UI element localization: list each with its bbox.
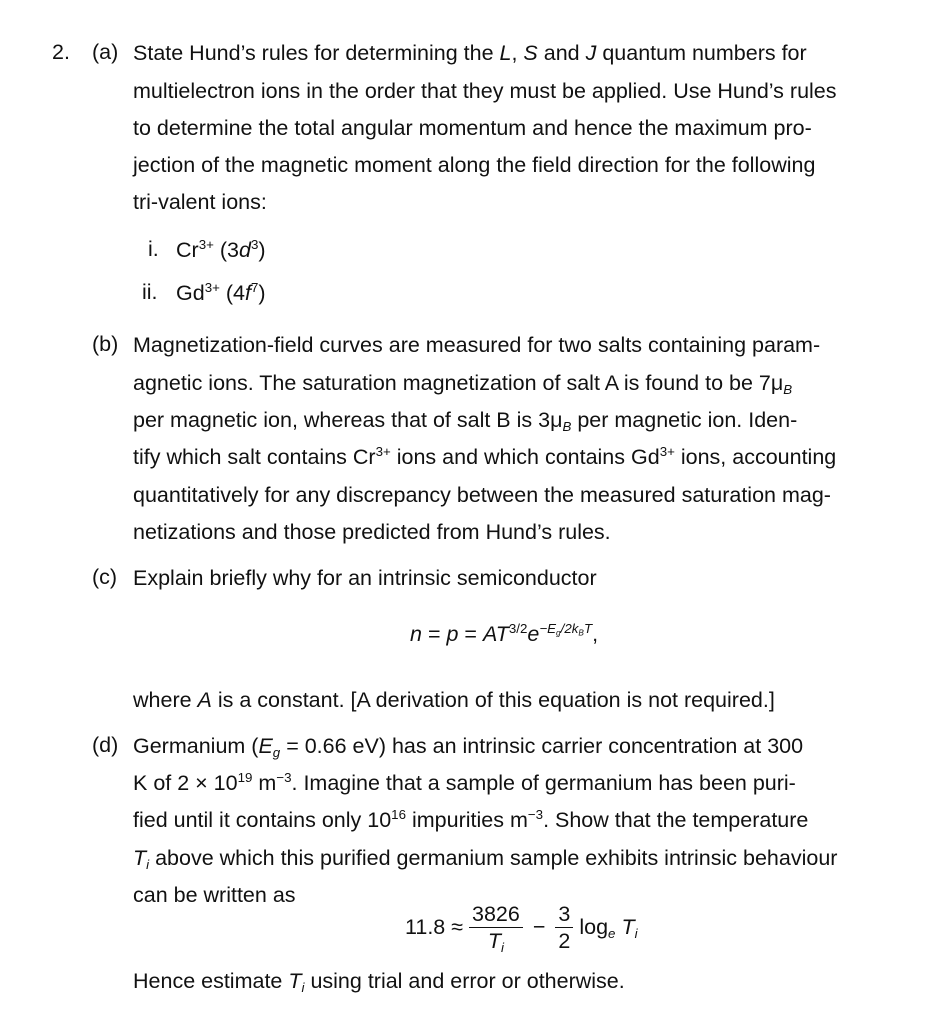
part-b-label: (b): [92, 332, 119, 356]
part-b-line-6: netizations and those predicted from Hund’s rules.: [133, 520, 611, 544]
fraction-3-over-2: $\frac{3}{2}$: [555, 902, 573, 953]
part-d-line-3: fied until it contains only $10^{16}$ impurities $m^{-3}$. Show that the temperature: [133, 806, 809, 832]
part-d-line-5: can be written as: [133, 883, 296, 907]
part-b-line-2: agnetic ions. The saturation magnetization of salt A is found to be $7\mu_B$: [133, 371, 793, 397]
part-c-line-1: Explain briefly why for an intrinsic semiconductor: [133, 566, 597, 590]
part-a-line-4: jection of the magnetic moment along the field direction for the following: [133, 153, 816, 177]
part-d-line-2: K of $2 \times 10^{19}$ $m^{-3}$. Imagine that a sample of germanium has been puri-: [133, 769, 796, 795]
part-a-line-1: State Hund’s rules for determining the L, S and J quantum numbers for: [133, 41, 807, 65]
part-c-label: (c): [92, 565, 118, 589]
item-i-ion: $Cr^{3+}$ $(3d^3)$: [176, 236, 266, 262]
part-b-line-3: per magnetic ion, whereas that of salt B is $3\mu_B$ per magnetic ion. Iden-: [133, 408, 798, 434]
part-b-line-5: quantitatively for any discrepancy between the measured saturation mag-: [133, 483, 831, 507]
part-b-line-4: tify which salt contains $Cr^{3+}$ ions and which contains $Gd^{3+}$ ions, accounting: [133, 443, 837, 469]
part-a-line-5: tri-valent ions:: [133, 190, 267, 214]
part-a-line-3: to determine the total angular momentum and hence the maximum pro-: [133, 116, 812, 140]
part-d-line-6: Hence estimate $T_i$ using trial and error or otherwise.: [133, 969, 625, 995]
carrier-equation: $n = p = AT^{3/2}e^{-E_g/2k_BT}$,: [410, 620, 599, 646]
part-c-line-2: where A is a constant. [A derivation of this equation is not required.]: [133, 688, 775, 712]
part-d-line-4: $T_i$ above which this purified germanium sample exhibits intrinsic behaviour: [133, 846, 838, 872]
part-d-line-1: Germanium ($E_g = 0.66$ eV) has an intrinsic carrier concentration at 300: [133, 734, 804, 760]
part-a-line-2: multielectron ions in the order that they must be applied. Use Hund’s rules: [133, 79, 837, 103]
part-a-label: (a): [92, 40, 119, 64]
item-ii-ion: $Gd^{3+}$ $(4f^7)$: [176, 279, 266, 305]
item-ii-label: ii.: [142, 280, 158, 304]
question-number: 2.: [52, 40, 70, 64]
temperature-equation: 11.8 ≈ $\frac{3826}{T_i}$ − $\frac{3}{2}$ $\log_e T_i$: [405, 902, 638, 955]
item-i-label: i.: [148, 237, 159, 261]
part-b-line-1: Magnetization-field curves are measured for two salts containing param-: [133, 333, 821, 357]
part-d-label: (d): [92, 733, 119, 757]
fraction-3826-over-Ti: $\frac{3826}{T_i}$: [469, 902, 523, 953]
